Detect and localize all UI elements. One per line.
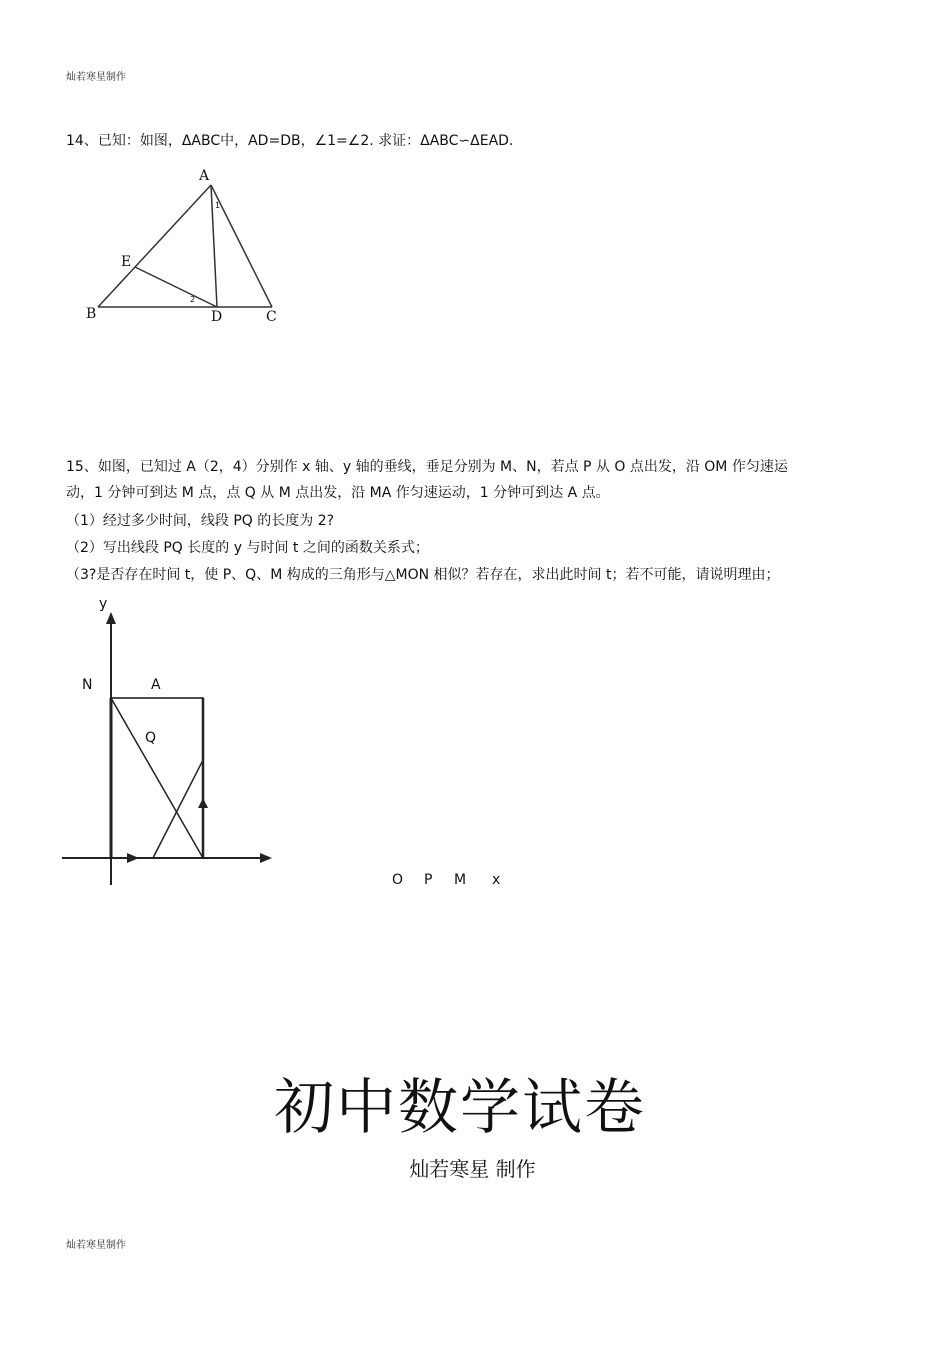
q15-sub3: （3?是否存在时间 t，使 P、Q、M 构成的三角形与△MON 相似？若存在，求出此时间 t；若不可能，请说明理由； bbox=[66, 567, 780, 583]
page-header: 灿若寒星制作 bbox=[66, 72, 126, 83]
q15-label-A: A bbox=[151, 677, 161, 693]
q15-label-N: N bbox=[82, 677, 93, 693]
q14-label-C: C bbox=[266, 309, 277, 325]
q15-line2: 动，1 分钟可到达 M 点，点 Q 从 M 点出发，沿 MA 作匀速运动，1 分钟可到达 A 点。 bbox=[66, 485, 610, 501]
q15-sub1: （1）经过多少时间，线段 PQ 的长度为 2? bbox=[66, 513, 335, 529]
q15-sub2: （2）写出线段 PQ 长度的 y 与时间 t 之间的函数关系式； bbox=[66, 540, 429, 556]
exam-subtitle: 灿若寒星 制作 bbox=[409, 1157, 536, 1181]
q15-line1: 15、如图，已知过 A（2，4）分别作 x 轴、y 轴的垂线，垂足分别为 M、N，若点 P 从 O 点出发，沿 OM 作匀速运 bbox=[66, 459, 788, 475]
q15-label-O: O bbox=[392, 872, 404, 888]
q15-label-y: y bbox=[99, 596, 108, 612]
q15-label-x: x bbox=[492, 872, 501, 888]
q15-label-Q: Q bbox=[145, 730, 157, 746]
q15-label-P: P bbox=[424, 872, 433, 888]
q14-label-D: D bbox=[211, 309, 223, 325]
q15-label-M: M bbox=[454, 872, 467, 888]
q14-angle-mark-1: 1 bbox=[215, 201, 221, 210]
page-footer: 灿若寒星制作 bbox=[66, 1240, 126, 1251]
q14-label-B: B bbox=[86, 306, 97, 322]
q14-label-A: A bbox=[199, 168, 210, 184]
q14-label-E: E bbox=[121, 254, 132, 270]
exam-title: 初中数学试卷 bbox=[274, 1073, 646, 1143]
q14-text: 14、已知：如图，ΔABC中，AD=DB，∠1=∠2. 求证：ΔABC∽ΔEAD. bbox=[66, 133, 514, 149]
q14-angle-mark-2: 2 bbox=[190, 295, 196, 304]
